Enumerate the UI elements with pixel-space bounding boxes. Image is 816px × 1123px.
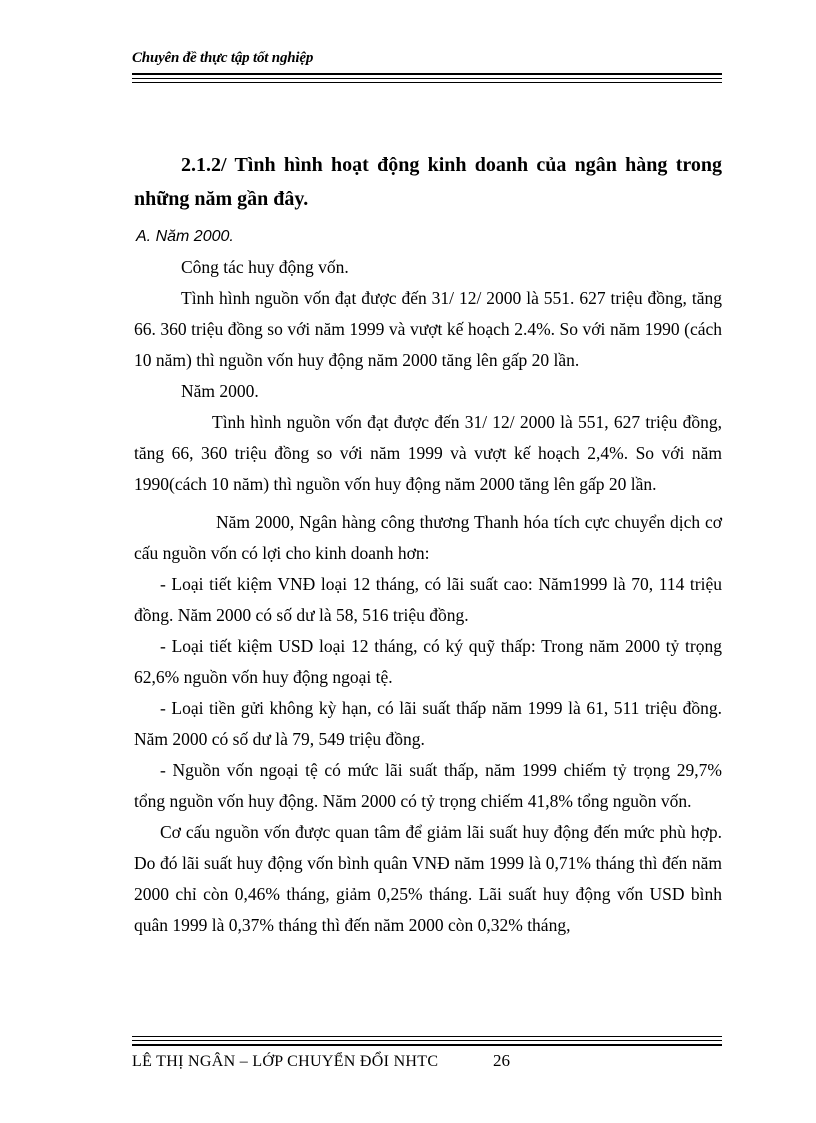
page-header (132, 50, 722, 67)
header-divider (132, 73, 722, 83)
paragraph: Tình hình nguồn vốn đạt được đến 31/ 12/ 2000 là 551. 627 triệu đồng, tăng 66. 360 triệu đồng so với năm 1999 và vượt kế hoạch 2.4%. So với năm 1990 (cách 10 năm) thì nguồn vốn huy động năm 2000 tăng lên gấp 20 lần. (134, 288, 722, 370)
paragraph: Cơ cấu nguồn vốn được quan tâm để giảm lãi suất huy động đến mức phù hợp. Do đó lãi suất huy động vốn bình quân VNĐ năm 1999 là 0,71% tháng thì đến năm 2000 chỉ còn 0,46% tháng, giảm 0,25% tháng. Lãi suất huy động vốn USD bình quân 1999 là 0,37% tháng thì đến năm 2000 còn 0,32% tháng, (134, 822, 722, 935)
bullet-item: - Nguồn vốn ngoại tệ có mức lãi suất thấp, năm 1999 chiếm tỷ trọng 29,7% tổng nguồn vốn huy động. Năm 2000 có tỷ trọng chiếm 41,8% tổng nguồn vốn. (134, 760, 722, 811)
footer-divider (132, 1036, 722, 1046)
document-body (134, 148, 722, 941)
section-heading: 2.1.2/ Tình hình hoạt động kinh doanh của ngân hàng trong những năm gần đây. (134, 154, 722, 210)
section-subheading: A. Năm 2000. (136, 228, 234, 245)
footer-author: LÊ THỊ NGÂN – LỚP CHUYỂN ĐỔI NHTC (132, 1053, 439, 1070)
bullet-item: - Loại tiết kiệm USD loại 12 tháng, có ký quỹ thấp: Trong năm 2000 tỷ trọng 62,6% nguồn vốn huy động ngoại tệ. (134, 636, 722, 687)
page-number: 26 (493, 1051, 510, 1070)
paragraph: Năm 2000, Ngân hàng công thương Thanh hóa tích cực chuyển dịch cơ cấu nguồn vốn có lợi cho kinh doanh hơn: (134, 512, 722, 563)
paragraph: Tình hình nguồn vốn đạt được đến 31/ 12/ 2000 là 551, 627 triệu đồng, tăng 66, 360 triệu đồng so với năm 1999 và vượt kế hoạch 2,4%. So với năm 1990(cách 10 năm) thì nguồn vốn huy động năm 2000 tăng lên gấp 20 lần. (134, 412, 722, 494)
header-title: Chuyên đề thực tập tốt nghiệp (132, 50, 314, 66)
paragraph: Năm 2000. (181, 381, 259, 401)
paragraph: Công tác huy động vốn. (181, 257, 349, 277)
bullet-item: - Loại tiền gửi không kỳ hạn, có lãi suất thấp năm 1999 là 61, 511 triệu đồng. Năm 2000 có số dư là 79, 549 triệu đồng. (134, 698, 722, 749)
bullet-item: - Loại tiết kiệm VNĐ loại 12 tháng, có lãi suất cao: Năm1999 là 70, 114 triệu đồng. Năm 2000 có số dư là 58, 516 triệu đồng. (134, 574, 722, 625)
